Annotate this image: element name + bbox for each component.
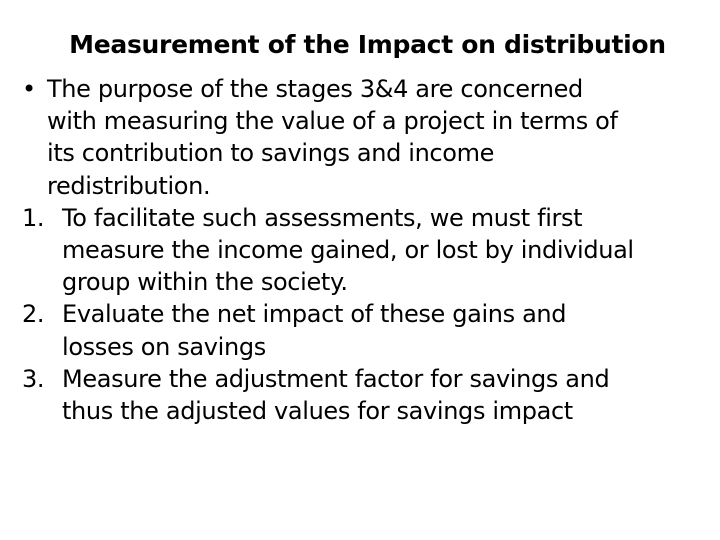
numbered-line: measure the income gained, or lost by individual bbox=[62, 236, 634, 265]
bullet-line: The purpose of the stages 3&4 are concerned bbox=[47, 75, 583, 103]
bullet-line: with measuring the value of a project in terms of bbox=[47, 107, 618, 136]
number-marker: 2. bbox=[22, 300, 45, 329]
numbered-item-1 bbox=[22, 202, 712, 299]
slide-body bbox=[22, 73, 712, 427]
numbered-item-2 bbox=[22, 298, 712, 362]
numbered-line: losses on savings bbox=[62, 332, 266, 361]
numbered-line: group within the society. bbox=[62, 268, 348, 297]
bullet-line: redistribution. bbox=[47, 171, 211, 200]
number-marker: 1. bbox=[22, 203, 45, 232]
number-marker: 3. bbox=[22, 364, 45, 393]
numbered-line: thus the adjusted values for savings impact bbox=[62, 397, 573, 426]
numbered-item-3 bbox=[22, 363, 712, 427]
numbered-line: Evaluate the net impact of these gains and bbox=[62, 300, 567, 329]
slide-title: Measurement of the Impact on distribution bbox=[69, 30, 666, 59]
bullet-item bbox=[22, 73, 712, 202]
numbered-line: Measure the adjustment factor for savings and bbox=[62, 364, 610, 393]
bullet-marker: • bbox=[22, 75, 36, 103]
numbered-line: To facilitate such assessments, we must first bbox=[62, 203, 583, 232]
bullet-line: its contribution to savings and income bbox=[47, 139, 495, 168]
